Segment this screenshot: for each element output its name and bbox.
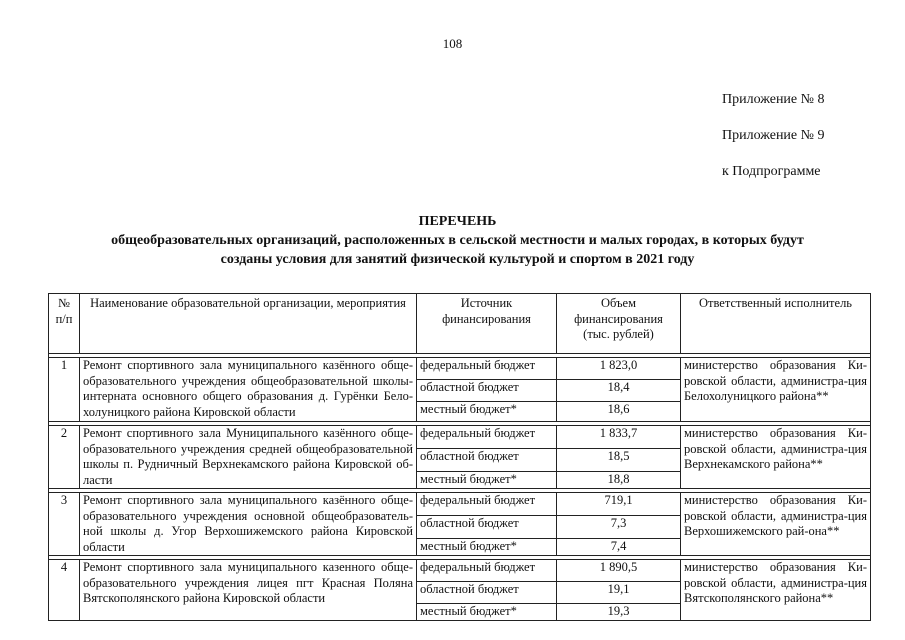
header-amount: Объем финансирования (тыс. рублей) [557,294,681,354]
header-source: Источник финансирования [417,294,557,354]
funding-source: федеральный бюджет [417,560,557,582]
responsible-executor: министерство образования Ки-ровской области, администра-ция Белохолуницкого района** [681,358,871,422]
row-num: 4 [49,560,80,621]
appendix-line-3: к Подпрограмме [722,164,821,179]
header-org: Наименование образовательной организации, мероприятия [80,294,417,354]
org-name: Ремонт спортивного зала муниципального казенного обще-образовательного учреждения лицея пгт Красная Поляна Вятскополянского района Кировской области [80,560,417,621]
title-line-3: созданы условия для занятий физической культурой и спортом в 2021 году [220,252,695,267]
page-number: 108 [442,36,463,51]
funding-source: областной бюджет [417,515,557,538]
header-responsible: Ответственный исполнитель [681,294,871,354]
funding-amount: 18,5 [557,448,681,471]
row-num: 3 [49,493,80,556]
funding-source: федеральный бюджет [417,493,557,516]
row-num: 2 [49,426,80,489]
responsible-executor: министерство образования Ки-ровской области, администра-ция Вятскополянского района** [681,560,871,621]
title-line-2: общеобразовательных организаций, расположенных в сельской местности и малых городах, в которых будут [111,233,804,248]
funding-amount: 18,6 [557,402,681,422]
funding-amount: 19,1 [557,582,681,604]
funding-amount: 18,8 [557,471,681,488]
funding-amount: 1 833,7 [557,426,681,449]
funding-source: федеральный бюджет [417,426,557,449]
funding-amount: 18,4 [557,380,681,402]
funding-source: местный бюджет* [417,538,557,555]
table-row [49,426,871,449]
table-row [49,358,871,380]
funding-amount: 719,1 [557,493,681,516]
funding-amount: 19,3 [557,604,681,621]
schools-table [48,293,871,621]
funding-source: местный бюджет* [417,471,557,488]
title-line-1: ПЕРЕЧЕНЬ [418,214,497,229]
funding-source: местный бюджет* [417,402,557,422]
org-name: Ремонт спортивного зала муниципального казённого обще-образовательного учреждения общеобразовательной школы-интерната основного общего образования д. Гурёнки Бело-холуницкого района Кировской области [80,358,417,422]
funding-amount: 7,3 [557,515,681,538]
responsible-executor: министерство образования Ки-ровской области, администра-ция Верхнекамского района** [681,426,871,489]
funding-amount: 1 823,0 [557,358,681,380]
funding-amount: 7,4 [557,538,681,555]
appendix-line-1: Приложение № 8 [722,92,825,107]
responsible-executor: министерство образования Ки-ровской области, администра-ция Верхошижемского рай-она** [681,493,871,556]
table-header-row [49,294,871,354]
funding-source: федеральный бюджет [417,358,557,380]
table-row [49,560,871,582]
funding-source: областной бюджет [417,380,557,402]
funding-source: областной бюджет [417,448,557,471]
funding-source: местный бюджет* [417,604,557,621]
org-name: Ремонт спортивного зала Муниципального казённого обще-образовательного учреждения средней общеобразовательной школы п. Рудничный Верхнекамского района Кировской об-ласти [80,426,417,489]
appendix-line-2: Приложение № 9 [722,128,825,143]
document-title [60,212,855,269]
funding-source: областной бюджет [417,582,557,604]
table-row [49,493,871,516]
header-num: № п/п [49,294,80,354]
row-num: 1 [49,358,80,422]
org-name: Ремонт спортивного зала муниципального казённого обще-образовательного учреждения основной общеобразователь-ной школы д. Угор Верхошижемского района Кировской области [80,493,417,556]
funding-amount: 1 890,5 [557,560,681,582]
